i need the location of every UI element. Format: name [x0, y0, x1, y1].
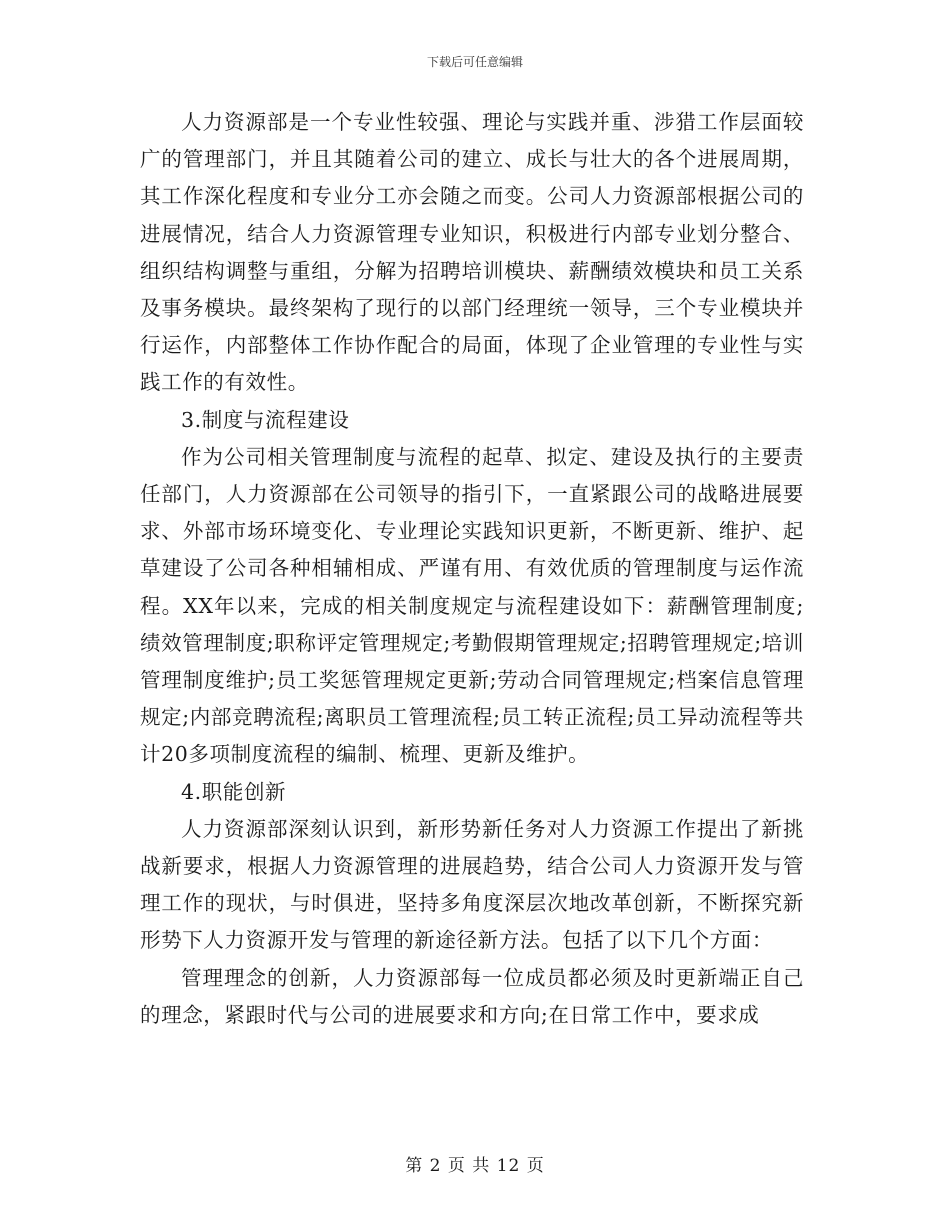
- document-body: [140, 104, 804, 1034]
- paragraph-system-process: 作为公司相关管理制度与流程的起草、拟定、建设及执行的主要责任部门，人力资源部在公司领导的指引下，一直紧跟公司的战略进展要求、外部市场环境变化、专业理论实践知识更新，不断更新、维护、起草建设了公司各种相辅相成、严谨有用、有效优质的管理制度与运作流程。XX年以来，完成的相关制度规定与流程建设如下：薪酬管理制度;绩效管理制度;职称评定管理规定;考勤假期管理规定;招聘管理规定;培训管理制度维护;员工奖惩管理规定更新;劳动合同管理规定;档案信息管理规定;内部竞聘流程;离职员工管理流程;员工转正流程;员工异动流程等共计20多项制度流程的编制、梳理、更新及维护。: [140, 444, 804, 767]
- section-heading-function-innovation: 4.职能创新: [181, 779, 287, 804]
- paragraph-management-concept: 管理理念的创新，人力资源部每一位成员都必须及时更新端正自己的理念，紧跟时代与公司的进展要求和方向;在日常工作中，要求成: [140, 965, 804, 1027]
- paragraph-function-innovation: 人力资源部深刻认识到，新形势新任务对人力资源工作提出了新挑战新要求，根据人力资源管理的进展趋势，结合公司人力资源开发与管理工作的现状，与时俱进，坚持多角度深层次地改革创新，不断探究新形势下人力资源开发与管理的新途径新方法。包括了以下几个方面：: [140, 816, 804, 953]
- page-header: 下载后可任意编辑: [426, 55, 523, 69]
- page-number-footer: 第 2 页 共 12 页: [405, 1156, 545, 1176]
- paragraph-hr-department-overview: 人力资源部是一个专业性较强、理论与实践并重、涉猎工作层面较广的管理部门，并且其随着公司的建立、成长与壮大的各个进展周期，其工作深化程度和专业分工亦会随之而变。公司人力资源部根据公司的进展情况，结合人力资源管理专业知识，积极进行内部专业划分整合、组织结构调整与重组，分解为招聘培训模块、薪酬绩效模块和员工关系及事务模块。最终架构了现行的以部门经理统一领导，三个专业模块并行运作，内部整体工作协作配合的局面，体现了企业管理的专业性与实践工作的有效性。: [140, 110, 804, 395]
- section-heading-system-process: 3.制度与流程建设: [181, 407, 350, 432]
